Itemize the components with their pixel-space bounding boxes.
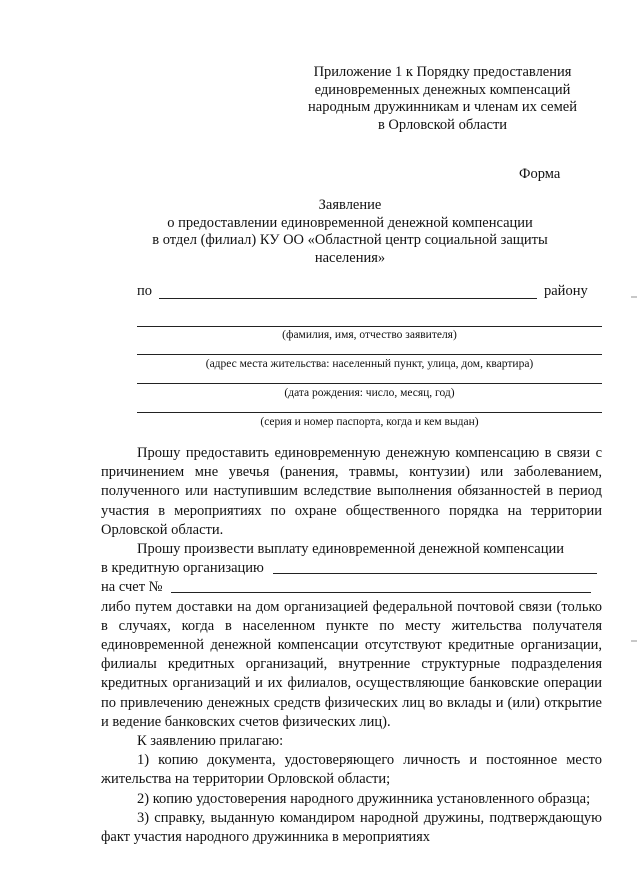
- appendix-line: в Орловской области: [377, 116, 508, 133]
- payment-paragraph: Прошу произвести выплату единовременной денежной компенсации: [137, 541, 564, 558]
- district-field: [137, 283, 592, 303]
- appendix-line: Приложение 1 к Порядку предоставления: [313, 64, 572, 80]
- appendix-line: народным дружинникам и членам их семей: [308, 99, 577, 115]
- fio-blank-line[interactable]: [137, 326, 602, 327]
- document-title: [140, 197, 560, 267]
- account-blank-line[interactable]: [171, 592, 591, 593]
- attachments-intro: К заявлению прилагаю:: [137, 733, 284, 750]
- birth-blank-line[interactable]: [137, 383, 602, 384]
- postal-delivery-paragraph: либо путем доставки на дом организацией федеральной почтовой связи (только в случаях, когда в населенном пункте по месту жительства получателя единовременной денежной компенсации отсутствуют кредитные организации, филиалы кредитных организаций, внутренние структурные подразделения кредитных организаций и их филиалов, осуществляющие банковские операции по привлечению денежных средств физических лиц во вклады и (или) открытие и ведение банковских счетов физических лиц).: [101, 598, 602, 730]
- credit-org-blank-line[interactable]: [273, 573, 597, 574]
- address-blank-line[interactable]: [137, 354, 602, 355]
- application-body: [101, 444, 602, 847]
- scan-artifact: [631, 640, 637, 642]
- attachment-item: 3) справку, выданную командиром народной дружины, подтверждающую факт участия народного дружинника в мероприятиях: [101, 809, 602, 846]
- credit-org-label: в кредитную организацию: [101, 560, 264, 577]
- district-blank-line[interactable]: [159, 298, 537, 299]
- passport-caption: (серия и номер паспорта, когда и кем выдан): [260, 416, 479, 428]
- district-prefix: по: [137, 283, 153, 299]
- title-line: населения»: [314, 249, 386, 266]
- appendix-line: единовременных денежных компенсаций: [314, 81, 571, 98]
- title-line: Заявление: [318, 197, 382, 213]
- account-row: [101, 578, 602, 597]
- form-label: Форма: [519, 166, 561, 182]
- passport-blank-line[interactable]: [137, 412, 602, 413]
- request-paragraph: Прошу предоставить единовременную денежную компенсацию в связи с причинением мне увечья (ранения, травмы, контузии) или заболеванием, полученного или наступившим вследствие выполнения обязанностей в период участия в мероприятиях по охране общественного порядка на территории Орловской области.: [101, 445, 602, 538]
- title-line: о предоставлении единовременной денежной компенсации: [167, 214, 533, 231]
- address-caption: (адрес места жительства: населенный пункт, улица, дом, квартира): [205, 358, 534, 370]
- scan-artifact: [631, 296, 637, 298]
- fio-caption: (фамилия, имя, отчество заявителя): [282, 329, 457, 341]
- birth-caption: (дата рождения: число, месяц, год): [284, 387, 455, 399]
- district-suffix: району: [544, 283, 588, 299]
- account-label: на счет №: [101, 579, 163, 596]
- title-line: в отдел (филиал) КУ ОО «Областной центр социальной защиты: [152, 232, 548, 248]
- attachment-item: 1) копию документа, удостоверяющего личность и постоянное место жительства на территории Орловской области;: [101, 752, 602, 788]
- credit-org-row: [101, 559, 602, 578]
- appendix-header: [300, 64, 585, 134]
- attachment-item: 2) копию удостоверения народного дружинника установленного образца;: [137, 790, 591, 807]
